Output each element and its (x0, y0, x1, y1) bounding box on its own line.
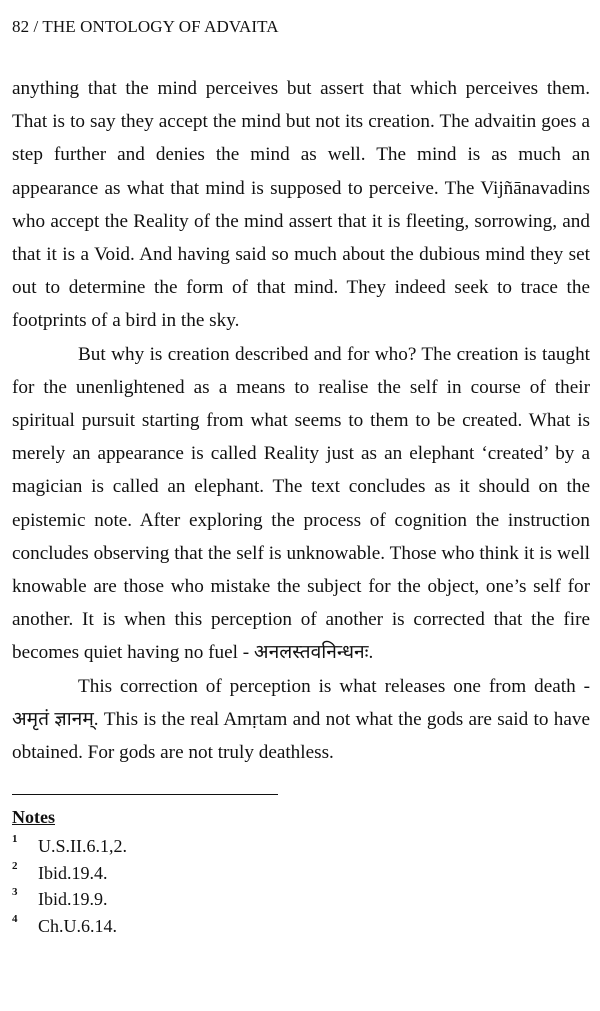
note-item (12, 833, 590, 860)
note-number: 4 (12, 912, 18, 925)
paragraph-1: anything that the mind perceives but assert that which perceives them. That is to say they accept the mind but not its creation. The advaitin goes a step further and denies the mind as well. The mind is as much an appearance as what that mind is supposed to perceive. The Vijñānavadins who accept the Reality of the mind assert that it is fleeting, sorrowing, and that it is a Void. And having said so much about the dubious mind they set out to determine the form of that mind. They indeed seek to trace the footprints of a bird in the sky. (12, 78, 590, 332)
note-item (12, 913, 590, 940)
note-number: 2 (12, 859, 18, 872)
note-item (12, 860, 590, 887)
note-text: U.S.II.6.1,2. (38, 836, 127, 857)
running-head: 82 / THE ONTOLOGY OF ADVAITA (12, 17, 279, 36)
note-number: 3 (12, 886, 18, 899)
note-text: Ch.U.6.14. (38, 915, 118, 936)
body-text (12, 72, 590, 769)
note-number: 1 (12, 833, 18, 846)
book-page (12, 10, 590, 939)
note-text: Ibid.19.9. (38, 889, 108, 910)
paragraph-3: This correction of perception is what releases one from death - अमृतं ज्ञानम्. This is the real Amṛtam and not what the gods are said to have obtained. For gods are not truly deathless. (12, 675, 590, 764)
notes-heading: Notes (12, 807, 55, 828)
paragraph-2: But why is creation described and for who? The creation is taught for the unenlightened as a means to realise the self in course of their spiritual pursuit starting from what seems to them to be created. What is merely an appearance is called Reality just as an elephant ‘created’ by a magician is called an elephant. The text concludes as it should on the epistemic note. After exploring the process of cognition the instruction concludes observing that the self is unknowable. Those who think it is well knowable are those who mistake the subject for the object, one’s self for another. It is when this perception of another is corrected that the fire becomes quiet having no fuel - अनलस्तवनिन्धनः. (12, 343, 590, 664)
note-text: Ibid.19.4. (38, 862, 108, 883)
notes-list (12, 833, 590, 939)
note-item (12, 886, 590, 913)
notes-divider (12, 794, 278, 795)
